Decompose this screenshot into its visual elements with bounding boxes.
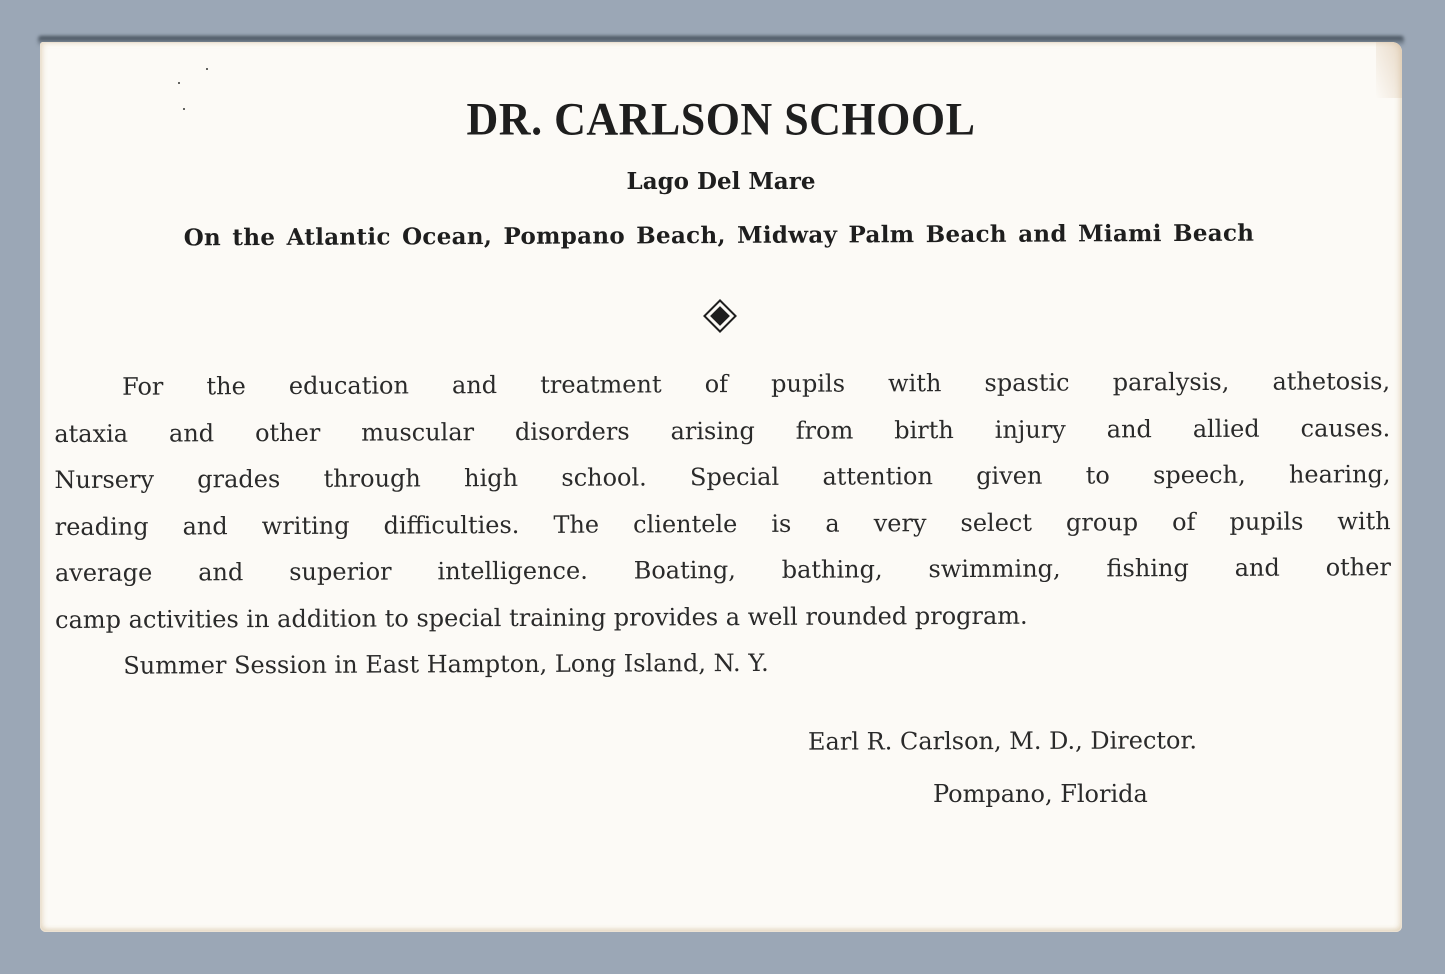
body-line: reading and writing difficulties. The clientele is a very select group of pupils with [54,506,1391,541]
postcard [40,42,1402,932]
body-line: ataxia and other muscular disorders arising from birth injury and allied causes. [54,413,1391,448]
body-line: Nursery grades through high school. Special attention given to speech, hearing, [54,460,1391,494]
location-line: Pompano, Florida [933,780,1148,808]
diamond-ornament-icon [703,299,737,333]
description-paragraph [54,358,1391,689]
body-line: camp activities in addition to special training provides a well rounded program. [55,601,1028,634]
summer-session-line: Summer Session in East Hampton, Long Island, N. Y. [123,648,769,680]
school-title: DR. CARLSON SCHOOL [466,93,976,146]
director-signature: Earl R. Carlson, M. D., Director. [807,726,1197,756]
ink-speck [206,68,208,70]
body-line: For the education and treatment of pupils with spastic paralysis, athetosis, [122,367,1391,401]
ink-speck [178,82,180,84]
corner-wear [1376,42,1402,98]
locations-line: On the Atlantic Ocean, Pompano Beach, Midway Palm Beach and Miami Beach [183,219,1255,252]
body-line: average and superior intelligence. Boating, bathing, swimming, fishing and other [54,553,1391,587]
school-subtitle: Lago Del Mare [626,168,816,195]
